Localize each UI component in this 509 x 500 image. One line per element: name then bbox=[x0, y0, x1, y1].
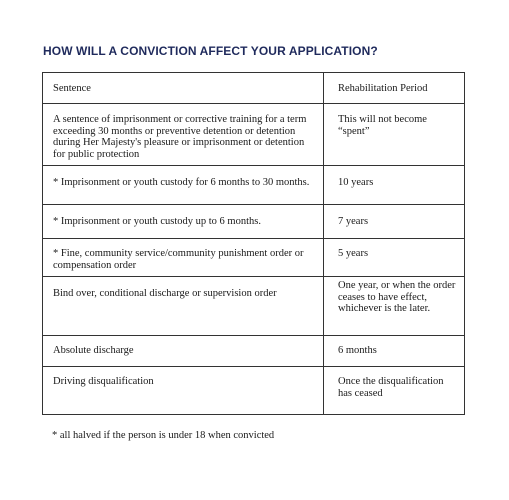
table-row bbox=[43, 239, 465, 277]
footnote: * all halved if the person is under 18 when convicted bbox=[52, 430, 275, 441]
sentence-cell: Bind over, conditional discharge or supervision order bbox=[43, 277, 324, 336]
period-cell: 5 years bbox=[324, 239, 465, 277]
page-heading: HOW WILL A CONVICTION AFFECT YOUR APPLICATION? bbox=[43, 44, 378, 58]
sentence-cell: * Fine, community service/community punishment order or compensation order bbox=[43, 239, 324, 277]
conviction-table bbox=[42, 72, 465, 415]
table-row bbox=[43, 166, 465, 205]
sentence-cell: * Imprisonment or youth custody up to 6 months. bbox=[43, 205, 324, 239]
period-cell: Once the disqualification has ceased bbox=[324, 367, 465, 415]
table-row bbox=[43, 277, 465, 336]
period-cell: 10 years bbox=[324, 166, 465, 205]
period-cell: One year, or when the order ceases to have effect, whichever is the later. bbox=[324, 277, 465, 336]
table-row bbox=[43, 367, 465, 415]
sentence-cell: A sentence of imprisonment or corrective training for a term exceeding 30 months or preventive detention or detention during Her Majesty's pleasure or imprisonment or detention for public protection bbox=[43, 104, 324, 166]
table-row bbox=[43, 205, 465, 239]
sentence-cell: Absolute discharge bbox=[43, 336, 324, 367]
header-rehabilitation-period: Rehabilitation Period bbox=[324, 73, 465, 104]
sentence-cell: Driving disqualification bbox=[43, 367, 324, 415]
period-cell: This will not become “spent” bbox=[324, 104, 465, 166]
table-header-row bbox=[43, 73, 465, 104]
table-row bbox=[43, 104, 465, 166]
period-cell: 7 years bbox=[324, 205, 465, 239]
header-sentence: Sentence bbox=[43, 73, 324, 104]
period-cell: 6 months bbox=[324, 336, 465, 367]
sentence-cell: * Imprisonment or youth custody for 6 months to 30 months. bbox=[43, 166, 324, 205]
table-row bbox=[43, 336, 465, 367]
